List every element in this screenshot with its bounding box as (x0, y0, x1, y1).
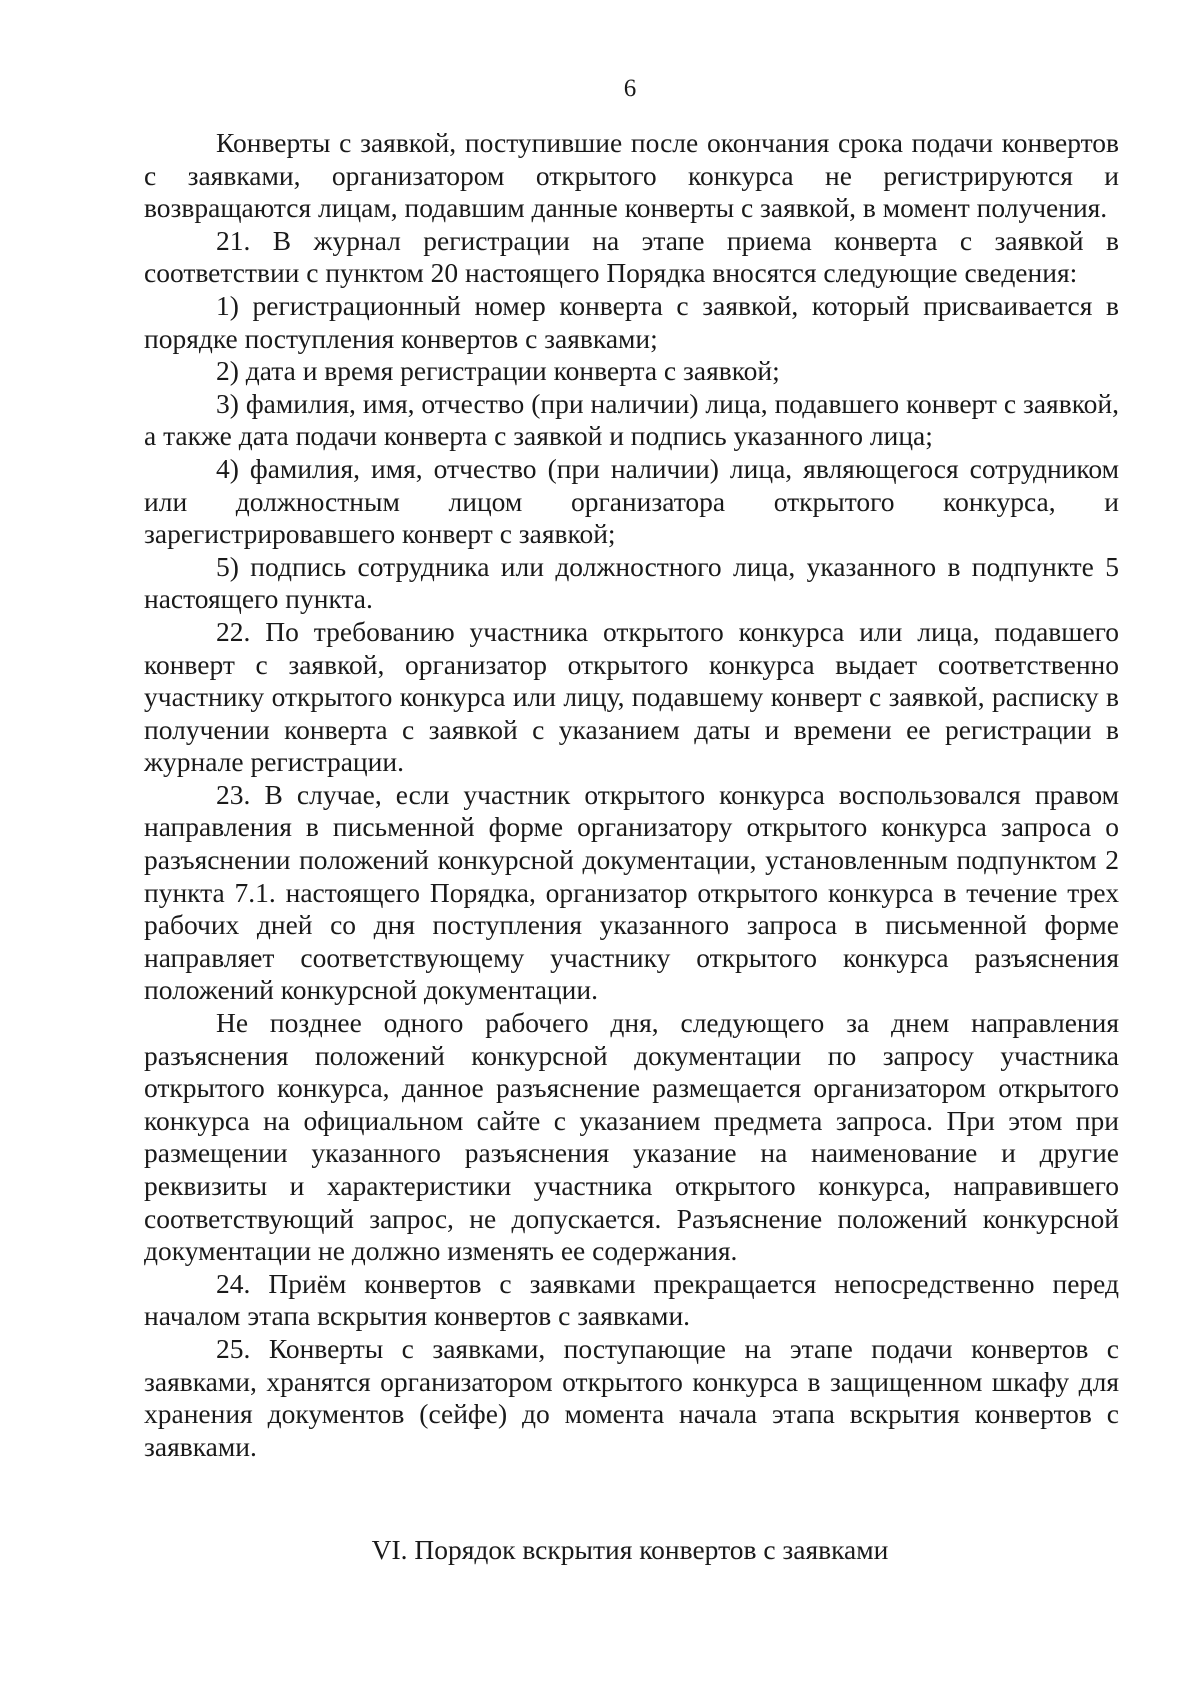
paragraph-21: 21. В журнал регистрации на этапе приема конверта с заявкой в соответствии с пунктом 20 настоящего Порядка вносятся следующие сведения: (144, 224, 1119, 289)
paragraph-21-item-4: 4) фамилия, имя, отчество (при наличии) лица, являющегося сотрудником или должностным лицом организатора открытого конкурса, и зарегистрировавшего конверт с заявкой; (144, 452, 1119, 550)
paragraph-23-continuation: Не позднее одного рабочего дня, следующего за днем направления разъяснения положений конкурсной документации по запросу участника открытого конкурса, данное разъяснение размещается организатором открытого конкурса на официальном сайте с указанием предмета запроса. При этом при размещении указанного разъяснения указание на наименование и другие реквизиты и характеристики участника открытого конкурса, направившего соответствующий запрос, не допускается. Разъяснение положений конкурсной документации не должно изменять ее содержания. (144, 1007, 1119, 1267)
paragraph-21-item-1: 1) регистрационный номер конверта с заявкой, который присваивается в порядке поступления конвертов с заявками; (144, 289, 1119, 354)
paragraph-21-item-3: 3) фамилия, имя, отчество (при наличии) лица, подавшего конверт с заявкой, а также дата подачи конверта с заявкой и подпись указанного лица; (144, 387, 1119, 452)
section-heading: VI. Порядок вскрытия конвертов с заявками (371, 1534, 889, 1565)
paragraph-late-envelopes: Конверты с заявкой, поступившие после окончания срока подачи конвертов с заявками, организатором открытого конкурса не регистрируются и возвращаются лицам, подавшим данные конверты с заявкой, в момент получения. (144, 127, 1119, 224)
paragraph-24: 24. Приём конвертов с заявками прекращается непосредственно перед началом этапа вскрытия конвертов с заявками. (144, 1267, 1119, 1332)
paragraph-22: 22. По требованию участника открытого конкурса или лица, подавшего конверт с заявкой, организатор открытого конкурса выдает соответственно участнику открытого конкурса или лицу, подавшему конверт с заявкой, расписку в получении конверта с заявкой с указанием даты и времени ее регистрации в журнале регистрации. (144, 615, 1119, 778)
paragraph-21-item-2: 2) дата и время регистрации конверта с заявкой; (216, 355, 780, 387)
paragraph-23: 23. В случае, если участник открытого конкурса воспользовался правом направления в письменной форме организатору открытого конкурса запроса о разъяснении положений конкурсной документации, установленным подпунктом 2 пункта 7.1. настоящего Порядка, организатор открытого конкурса в течение трех рабочих дней со дня поступления указанного запроса в письменной форме направляет соответствующему участнику открытого конкурса разъяснения положений конкурсной документации. (144, 778, 1119, 1006)
paragraph-21-item-5: 5) подпись сотрудника или должностного лица, указанного в подпункте 5 настоящего пункта. (144, 550, 1119, 615)
document-body (144, 127, 1119, 1463)
paragraph-25: 25. Конверты с заявками, поступающие на этапе подачи конвертов с заявками, хранятся организатором открытого конкурса в защищенном шкафу для хранения документов (сейфе) до момента начала этапа вскрытия конвертов с заявками. (144, 1332, 1119, 1462)
page-number: 6 (623, 75, 637, 102)
